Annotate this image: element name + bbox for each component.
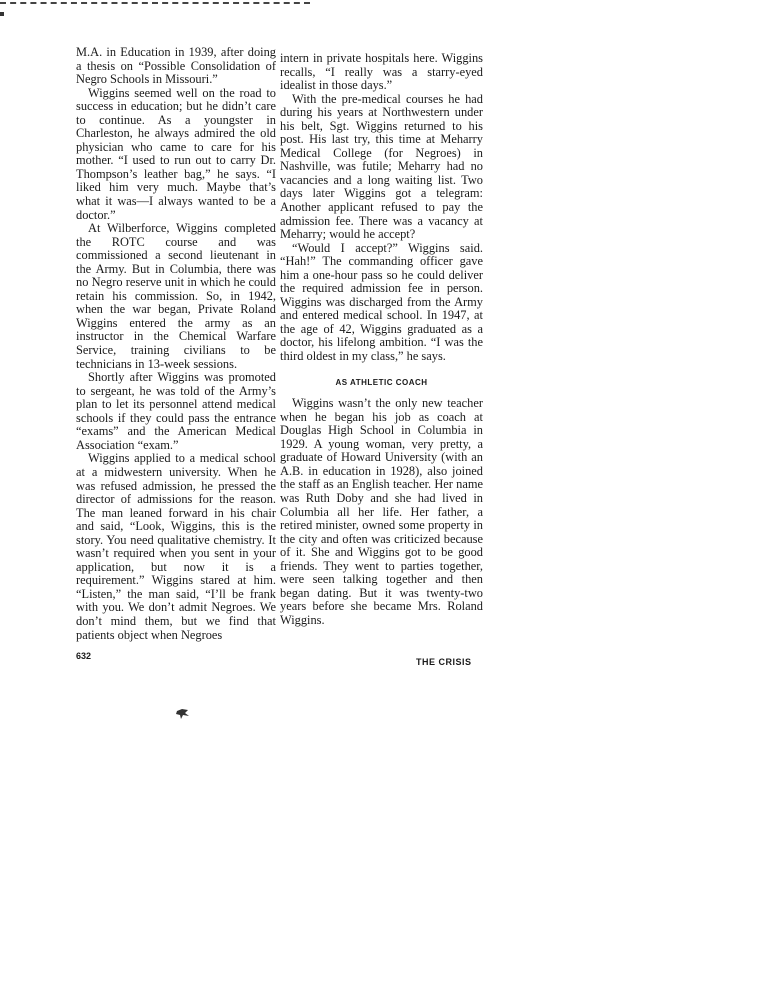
paragraph: Wiggins wasn’t the only new teacher when he began his job as coach at Douglas High School in Columbia in 1929. A young woman, very pretty, a graduate of Howard University (with an A.B. in education in 1928), also joined the staff as an English teacher. Her name was Ruth Doby and she had lived in Columbia all her life. Her father, a retired minister, owned some property in the city and often was criticized because of it. She and Wiggins got to be good friends. They went to parties together, were seen talking together and then began dating. But it was twenty-two years before she became Mrs. Roland Wiggins.	[280, 396, 483, 627]
paragraph: Wiggins applied to a medical school at a midwestern university. When he was refused admission, he pressed the director of admissions for the reason. The man leaned forward in his chair and said, “Look, Wiggins, this is the story. You need qualitative chemistry. It wasn’t required when you sent in your application, but now it is a requirement.” Wiggins stared at him. “Listen,” the man said, “I’ll be frank with you. We don’t admit Negroes. We don’t mind them, but we find that patients object when Negroes	[76, 451, 276, 642]
magazine-name: THE CRISIS	[416, 657, 472, 667]
paragraph: “Would I accept?” Wiggins said. “Hah!” The commanding officer gave him a one-hour pass so he could deliver the required admission fee in person. Wiggins was discharged from the Army and entered medical school. In 1947, at the age of 42, Wiggins graduated as a doctor, his lifelong ambition. “I was the third oldest in my class,” he says.	[280, 240, 483, 364]
paragraph: With the pre-medical courses he had during his years at Northwestern under his belt, Sgt. Wiggins returned to his post. His last try, this time at Meharry Medical College (for Negroes) in Nashville, was futile; Meharry had no vacancies and a long waiting list. Two days later Wiggins got a telegram: Another applicant refused to pay the admission fee. There was a vacancy at Meharry; would he accept?	[280, 91, 483, 242]
scan-artifact-icon	[176, 708, 190, 720]
page-number: 632	[76, 651, 92, 661]
paragraph: intern in private hospitals here. Wiggins recalls, “I really was a starry-eyed idealist in those days.”	[280, 51, 483, 93]
scan-top-rule	[0, 2, 310, 4]
section-heading: AS ATHLETIC COACH	[335, 377, 428, 387]
paragraph: M.A. in Education in 1939, after doing a thesis on “Possible Consolidation of Negro Schools in Missouri.”	[76, 45, 276, 87]
article-column-left	[76, 46, 276, 642]
paragraph: Wiggins seemed well on the road to success in education; but he didn’t care to continue. As a youngster in Charleston, he always admired the old physician who came to care for his mother. “I used to run out to carry Dr. Thompson’s leather bag,” he says. “I liked him very much. Maybe that’s what it was—I always wanted to be a doctor.”	[76, 85, 276, 222]
scan-corner-mark	[0, 12, 4, 16]
article-column-right	[280, 52, 483, 627]
paragraph: Shortly after Wiggins was promoted to sergeant, he was told of the Army’s plan to let its personnel attend medical schools if they could pass the entrance “exams” and the American Medical Association “exam.”	[76, 370, 276, 452]
paragraph: At Wilberforce, Wiggins completed the ROTC course and was commissioned a second lieutenant in the Army. But in Columbia, there was no Negro reserve unit in which he could retain his commission. So, in 1942, when the war began, Private Roland Wiggins entered the army as an instructor in the Chemical Warfare Service, training civilians to be technicians in 13-week sessions.	[76, 221, 276, 371]
